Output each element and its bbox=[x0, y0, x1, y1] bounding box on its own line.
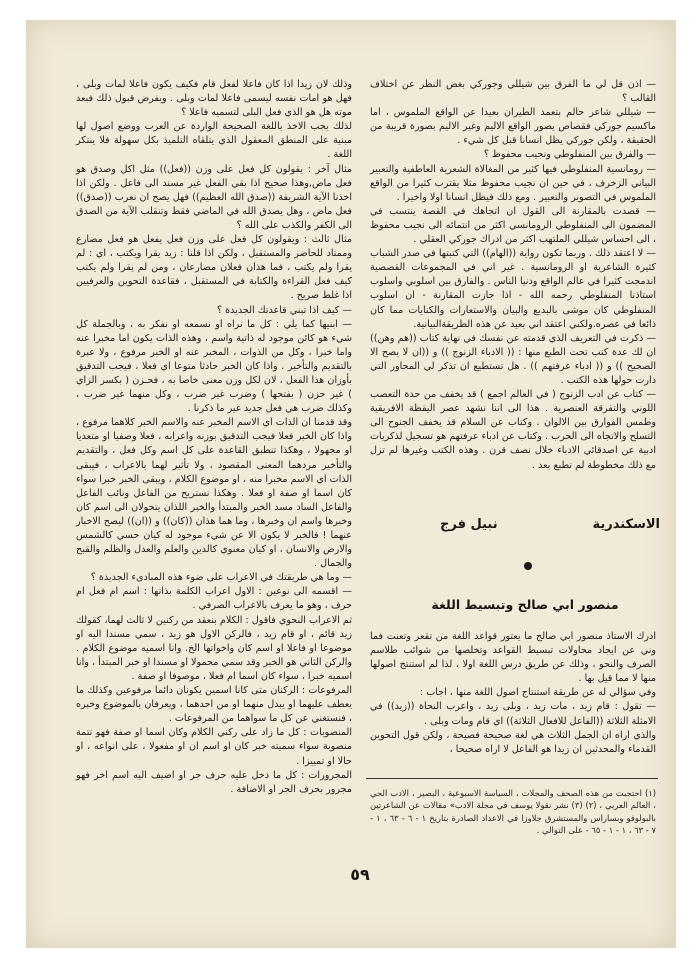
interview-paragraph: — كتاب عن ادب الزنوج ( في العالم اجمع ) قد يخفف من حدة التعصب اللوني والتفرقة العنصرية . هذا الى اننا نشهد عصر اليقظة الافريقية وطمس الفوارق بين الالوان . وكتاب عن السلام قد يخفف الجنوح الى التسلح والاتجاه الى الحرب . وكتاب عن ادباء عرفتهم هو تسجيل لذكريات ادبية عن اصدقائي الادباء خلال نصف قرن . وهذه الكتب وغيرها لم تزل مع ذلك مخطوطة لم تطبع بعد . bbox=[370, 389, 656, 471]
article-paragraph: — كيف اذا تبني قاعدتك الجديدة ؟ bbox=[216, 304, 352, 316]
article-paragraph: وذلك لان زيدا اذا كان فاعلا لفعل قام فكيف يكون فاعلا لمات وبلى ، فهل هو امات نفسه ليسمى فاعلا لمات وبلى . ويفرض قبول ذلك فبعد موته هل هو الذي فعل البلى لتسميه فاعلا ؟ bbox=[76, 79, 352, 119]
article-paragraph: المرفوعات : الركنان متى كانا اسمين يكونان دائما مرفوعين وكذلك ما يعطف عليهما او يبدل منهما او من احدهما ، ويعرفان بالموضوع وخبره ، فنستغني عن كل ما سواهما من المرفوعات . bbox=[76, 685, 352, 725]
article-paragraph: — ابنيها كما يلي : كل ما نراه او نسمعه او نفكر به ، وبالجملة كل شيء هو كائن موجود له ذاتية واسم ، وهذه الذات يكون اما مخبرا عنه واما خبرا ، وكل من الذوات ، المخبر عنه او الخبر مرفوع ، ولا عبرة بالتقديم والتأخير . واذا كان الخبر حادثا متوعا اي فعلا ، فيجب التدقيق بأوزان هذا الفعل ، لان لكل وزن معنى خاصا به ، فحـزن ( بكسر الزاي ) غير حزن ( بفتحها ) وضرب غير ضرب ، وكل منهما غير ضرب ، وكذلك ضرب هي فعل جديد غير ما ذكرنا . bbox=[76, 318, 352, 415]
article-paragraph: المجرورات : كل ما دخل عليه حرف جر او اضيف اليه اسم اخر فهو مجرور بحرف الجر او الاضافة . bbox=[76, 769, 352, 795]
article-paragraph: — اقسمه الى نوعين : الاول اعراب الكلمة بذاتها : اسم ام فعل ام حرف ، وهو ما يعرف بالاعراب الصرفي . bbox=[76, 586, 352, 612]
footnote-divider bbox=[366, 778, 658, 779]
article-paragraph: المنصوبات : كل ما زاد على ركني الكلام وكان اسما او صفة فهو تتمة منصوبة سواء سميته خبر كان او اسم ان او مفعولا ، على انواعه ، او حالا او تمييزا . bbox=[76, 727, 352, 767]
interview-column bbox=[370, 78, 656, 473]
article-continuation-column bbox=[76, 78, 352, 797]
footnote-text: (١) احتجبت من هذه الصحف والمجلات ، السياسة الاسبوعية ، البصير ، الادب الحي ، العالم العربي ، (٢) (٣) نشر نقولا يوسف في مجلة الادب» مقالات عن الشاعرتين بالبولوفو وبساراس والمستشرق جلاوزا في الاعداد الصادرة بتاريخ ١ - ٦ - ٦٣ ، ١ - ٧ - ٦٣ ، ١ - ١ - ٦٥ - على التوالي . bbox=[370, 788, 656, 835]
interview-paragraph: — والفرق بين المنفلوطي ونجيب محفوظ ؟ bbox=[483, 149, 656, 161]
signature-author: نبيل فرج bbox=[440, 517, 498, 532]
article-column bbox=[370, 630, 656, 757]
section-separator-dot bbox=[524, 562, 532, 570]
article-paragraph: والذي اراه ان الجمل الثلاث هي لغة صحيحة فصيحة ، ولكن قول التحوين القدماء والمحدثين ان زيدا هو الفاعل لا اراه صحيحا ، bbox=[370, 729, 656, 755]
interview-paragraph: — لا اعتقد ذلك . وربما تكون رواية ((الهام)) التي كتبتها في صدر الشباب كثيرة الشاعرية او الرومانسية . غير اني في المجموعات القصصية اندمجت كثيرا في عالم الواقع ودنيا الناس . والفارق بين اسلوبي واسلوب استاذنا المنفلوطي رحمه الله - اذا جازت المقارنة - ان اسلوب المنفلوطي كان موشى بالبديع والبيان والاستعارات والكنايات مما كان ذائعا في عصره.ولكني اعتقد اني بعيد عن هذه الطريقةالبيانية. bbox=[370, 248, 656, 330]
interview-paragraph: — اذن قل لي ما الفرق بين شيللي وجوركي بغض النظر عن اختلاف القالب ؟ bbox=[370, 79, 656, 105]
article-paragraph: — تقول : قام زيد ، مات زيد ، وبلى زيد ، واعرب النحاة ((زيد)) في الامثلة الثلاثة ((الفاعل للافعال الثلاثة)) اي قام ومات وبلى . bbox=[370, 701, 656, 727]
interview-paragraph: — رومانسية المنفلوطي فيها كثير من المغالاة الشعرية العاطفية والتعبير البياني الزخرف ، في حين ان نجيب محفوظ مثلا يقترب كثيرا من الواقع الملموس في التصوير والتعبير . ومع ذلك فيظل انسانا اولا واخيرا . bbox=[370, 163, 656, 203]
article-paragraph: وفي سؤالي له عن طريقة استنتاج اصول اللغة منها ، اجاب : bbox=[419, 687, 656, 699]
article-paragraph: ادرك الاستاذ منصور ابي صالح ما يعتور قواعد اللغة من تقعر وتعنت فما وني عن ايجاد محاولات تبسيط القواعد وتخلصها من شوائب طلاسم الصرف والنحو ، وذلك عن طريق درس اللغة اولا ، لذا لم استنتج اصولها منها لا مما قيل بها . bbox=[370, 631, 656, 685]
footnote bbox=[370, 787, 656, 836]
article-paragraph: لذلك يجب الاخذ باللغة الصحيحة الواردة عن العرب ووضع اصول لها مبنية على المنطق المعقول الذي يتلقاه التلميذ بكل سهولة فلا ينتكر اللغة . bbox=[76, 121, 352, 161]
interview-paragraph: — ذكرت في التعريف الذي قدمته عن نفسك في نهاية كتاب ((هم وهن)) ان لك عدة كتب تحت الطبع منها : (( الادباء الزنوج )) و ((ان لا يصح الا الصحيح )) و (( ادباء عرفتهم )) . هل تستطيع ان تذكر لي المحاور التي دارت حولها هذه الكتب . bbox=[370, 332, 656, 386]
interview-paragraph: — شيللي شاعر حالم بتعمد الطيران بعيدا عن الواقع الملموس ، اما ماكسيم جوركي فقصاص يصور الواقع الاليم وغير الاليم بصورة قريبة من الحقيقة ، ولكن جوركي يظل انسانا قبل كل شيء . bbox=[370, 107, 656, 147]
page-number: ٥٩ bbox=[350, 865, 370, 884]
article-paragraph: مثال ثالث : ويقولون كل فعل على وزن فعل يفعل هو فعل مضارع وممتاد للحاضر والمستقبل ، ولكن اذا قلنا : زيد يقرا ويكتب ، اي : لم يقرا ولم يكتب ، فما هذان فعلان مضارعان ، ومن لم يقرا ولم يكتب كيف فعل القراءة والكتابة في المستقبل ، فقاعدة التحوين والعرفيين اذا غلط صريح . bbox=[76, 234, 352, 302]
article-paragraph: ثم الاعراب النحوي فاقول : الكلام بنعقد من ركنين لا ثالث لهما، كقولك زيد قائم ، او قام زيد ، فالركن الاول هو زيد ، سمي مسندا اليه او موضوعا او فاعلا او اسم كان واخواتها الخ. وانا اسميه موضوع الكلام . والركن الثاني هو الخبر وقد سمي محمولا او مسندا او خبر المبتدأ ، وانا اسميه خبرا ، سواء كان اسما ام فعلا ، موصوفا او صفة . bbox=[76, 614, 352, 682]
article-title: منصور ابي صالح وتبسيط اللغة bbox=[431, 597, 619, 612]
article-paragraph: — وما هي طريقتك في الاعراب على ضوء هذه المبادىء الجديدة ؟ bbox=[90, 572, 352, 584]
interview-paragraph: — قصدت بالمقارنة الى القول ان اتجاهك في القصة ينتسب في المضمون الى المنفلوطي الرومانسي اكثر من انتمائه الى نجيب محفوظ ، الى احساس شيللي الملتهب اكثر من ادراك جوركي العقلي . bbox=[370, 205, 656, 246]
article-paragraph: وقد قدمنا ان الذات اي الاسم المخبر عنه والاسم الخبر كلاهما مرفوع ، واذا كان الخبر فعلا فيجب التدقيق بوزنه واعرابه ، فعلا وصفيا او متعديا او مجهولا ، وهكذا تنطبق القاعدة على كل اسم وكل فعل ، والتقديم والتأخير مردهما المعنى المقصود ، ولا تأثير لهما بالاعراب ، فيبقى الذات اي الاسم مخبرا منه ، او موضوع الكلام ، ويبقى الخبر خبرا سواء كان اسما او صفة او فعلا . وهكذا نستريح من الفاعل ونائب الفاعل والفاعل الساد مسد الخبر والمبتدأ والخبر اللذان يتحولان الى اسم كان وخبرها واسم ان وخبرها ، وما هما هذان ((كان)) و ((ان)) ليصح الاخبار عنهما ! فالخبر لا يكون الا عن شيء موجود له كيان حسي كالشمس والارض والانسان ، او كيان معنوي كالدين والعلم والعدل والظلم والقبح والجمال . bbox=[76, 417, 352, 570]
signature-place: الاسكندرية bbox=[592, 517, 660, 532]
article-paragraph: مثال آخر : يقولون كل فعل على وزن ((فعل)) مثل اكل وصدق هو فعل ماض,وهذا صحيح اذا بقي الفعل غير مسند الى فاعل . ولكن اذا اخذنا الآية الشريفة ((صدق الله العظيم)) فهل يصح ان نعرب ((صدق)) فعل ماض ، وهل يصدق الله في الماضي فقط وتنقلب الآية من الصدق الى الكفر والكذب على الله ؟ bbox=[76, 163, 352, 231]
